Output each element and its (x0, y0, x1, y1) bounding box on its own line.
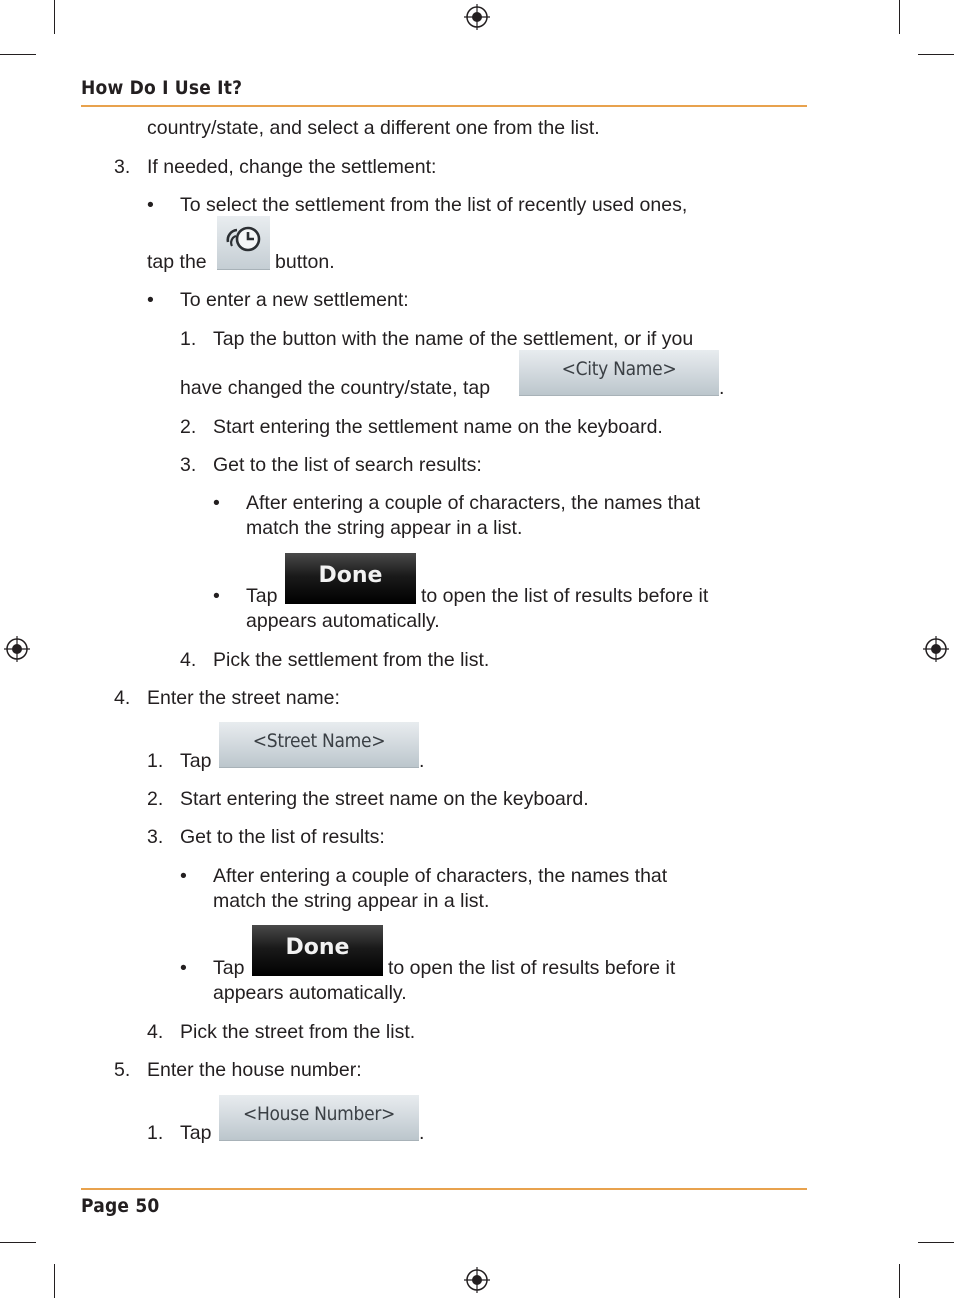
step-number: 1. (147, 750, 164, 772)
step-number: 2. (180, 416, 197, 438)
step-number: 3. (114, 156, 131, 178)
bullet-text: tap the (147, 251, 207, 273)
bullet: • (147, 289, 154, 311)
step-number: 4. (114, 687, 131, 709)
step-number: 4. (147, 1021, 164, 1043)
registration-mark-icon (4, 636, 30, 662)
step-text: Pick the settlement from the list. (213, 649, 490, 671)
registration-mark-icon (464, 4, 490, 30)
step-text: Enter the house number: (147, 1059, 362, 1081)
page-header-title: How Do I Use It? (81, 77, 243, 99)
step-text: Tap (180, 1122, 212, 1144)
street-name-button[interactable]: <Street Name> (219, 722, 419, 768)
step-text: . (719, 377, 725, 399)
step-number: 3. (180, 454, 197, 476)
bullet: • (213, 585, 220, 607)
bullet-text: To select the settlement from the list of recently used ones, (180, 194, 688, 216)
step-text: Pick the street from the list. (180, 1021, 416, 1043)
step-number: 5. (114, 1059, 131, 1081)
done-button[interactable]: Done (252, 925, 383, 976)
crop-mark (918, 1242, 954, 1243)
crop-mark (54, 0, 55, 34)
step-text: Enter the street name: (147, 687, 340, 709)
page-number: Page 50 (81, 1195, 160, 1217)
header-rule (81, 105, 807, 107)
house-number-button[interactable]: <House Number> (219, 1095, 419, 1141)
step-number: 4. (180, 649, 197, 671)
step-text: have changed the country/state, tap (180, 377, 491, 399)
text-line: country/state, and select a different one from the list. (147, 117, 600, 139)
bullet: • (180, 865, 187, 887)
bullet: • (147, 194, 154, 216)
step-number: 1. (147, 1122, 164, 1144)
step-text: If needed, change the settlement: (147, 156, 437, 178)
bullet-text: appears automatically. (246, 610, 440, 632)
crop-mark (918, 54, 954, 55)
step-text: Tap (180, 750, 212, 772)
step-text: . (419, 1122, 425, 1144)
city-name-button[interactable]: <City Name> (519, 350, 719, 396)
bullet-text: After entering a couple of characters, the names that (213, 865, 668, 887)
recent-history-icon (224, 222, 264, 258)
registration-mark-icon (923, 636, 949, 662)
step-text: Start entering the street name on the keyboard. (180, 788, 589, 810)
step-text: Get to the list of search results: (213, 454, 482, 476)
bullet-text: match the string appear in a list. (246, 517, 523, 539)
step-text: Tap the button with the name of the settlement, or if you (213, 328, 694, 350)
step-text: . (419, 750, 425, 772)
step-text: Get to the list of results: (180, 826, 385, 848)
crop-mark (0, 54, 36, 55)
bullet-text: to open the list of results before it (421, 585, 709, 607)
bullet-text: Tap (246, 585, 278, 607)
step-text: Start entering the settlement name on the keyboard. (213, 416, 663, 438)
step-number: 3. (147, 826, 164, 848)
bullet-text: Tap (213, 957, 245, 979)
step-number: 1. (180, 328, 197, 350)
bullet-text: appears automatically. (213, 982, 407, 1004)
bullet-text: button. (275, 251, 335, 273)
registration-mark-icon (464, 1267, 490, 1293)
crop-mark (899, 1264, 900, 1298)
recent-settlements-button[interactable] (217, 216, 270, 270)
crop-mark (54, 1264, 55, 1298)
crop-mark (0, 1242, 36, 1243)
bullet: • (180, 957, 187, 979)
footer-rule (81, 1188, 807, 1190)
bullet-text: After entering a couple of characters, the names that (246, 492, 701, 514)
step-number: 2. (147, 788, 164, 810)
bullet-text: match the string appear in a list. (213, 890, 490, 912)
bullet-text: to open the list of results before it (388, 957, 676, 979)
done-button[interactable]: Done (285, 553, 416, 604)
crop-mark (899, 0, 900, 34)
bullet-text: To enter a new settlement: (180, 289, 409, 311)
bullet: • (213, 492, 220, 514)
